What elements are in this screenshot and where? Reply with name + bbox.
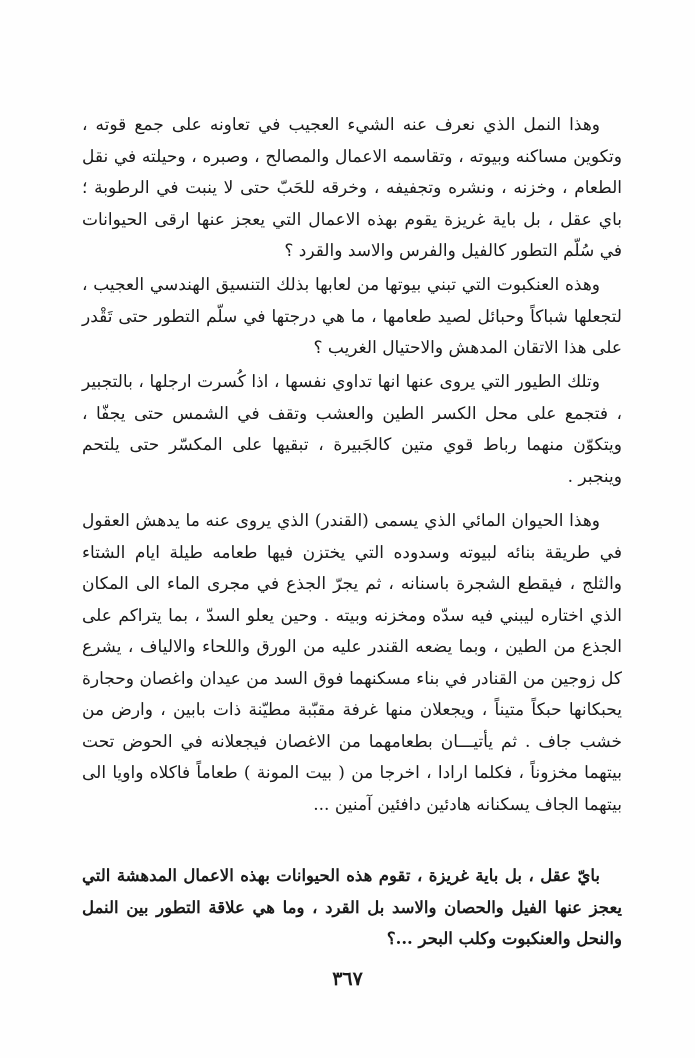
paragraph-ants: وهذا النمل الذي نعرف عنه الشيء العجيب في تعاونه على جمع قوته ، وتكوين مساكنه وبيوته ، وتقاسمه الاعمال والمصالح ، وصبره ، وحيلته في نقل الطعام ، وخزنه ، ونشره وتجفيفه ، وخرقه للحَبّ حتى لا ينبت في الرطوبة ؛ باي عقل ، بل باية غريزة يقوم بهذه الاعمال التي يعجز عنها ارقى الحيوانات في سُلّم التطور كالفيل والفرس والاسد والقرد ؟ bbox=[82, 115, 622, 261]
paragraph-spider: وهذه العنكبوت التي تبني بيوتها من لعابها بذلك التنسيق الهندسي العجيب ، لتجعلها شباكاً وحبائل لصيد طعامها ، ما هي درجتها في سلّم التطور حتى تَقْدر على هذا الاتقان المدهش والاحتيال الغريب ؟ bbox=[82, 275, 622, 358]
paragraph-birds: وتلك الطيور التي يروى عنها انها تداوي نفسها ، اذا كُسرت ارجلها ، بالتجبير ، فتجمع على محل الكسر الطين والعشب وتقف في الشمس حتى يجفّا ، ويتكوّن منهما رباط قوي متين كالجَبيرة ، تبقيها على المكسّر حتى يلتحم وينجبر . bbox=[82, 372, 622, 487]
page-number: ٣٦٧ bbox=[332, 968, 363, 990]
paragraph-question: بايّ عقل ، بل باية غريزة ، تقوم هذه الحيوانات بهذه الاعمال المدهشة التي يعجز عنها الفيل والحصان والاسد بل القرد ، وما هي علاقة التطور بين النمل والنحل والعنكبوت وكلب البحر ...؟ bbox=[82, 866, 622, 948]
paragraph-beaver: وهذا الحيوان المائي الذي يسمى (القندر) الذي يروى عنه ما يدهش العقول في طريقة بنائه لبيوته وسدوده التي يختزن فيها طعامه طيلة ايام الشتاء والثلج ، فيقطع الشجرة باسنانه ، ثم يجرّ الجذع في مجرى الماء الى المكان الذي اختاره ليبني فيه سدّه ومخزنه وبيته . وحين يعلو السدّ ، بما يتراكم على الجذع من الطين ، وبما يضعه القندر عليه من الورق واللحاء والالياف ، يشرع كل زوجين من القنادر في بناء مسكنهما فوق السد من عيدان واغصان وحجارة يحبكانها حبكاً متيناً ، ويجعلان منها غرفة مقبّبة مطيّنة ذات بابين ، وارض من خشب جاف . ثم يأتيـــان بطعامهما من الاغصان فيجعلانه في الحوض تحت بيتهما مخزوناً ، فكلما ارادا ، اخرجا من ( بيت المونة ) طعاماً فاكلاه واويا الى بيتهما الجاف يسكنانه هادئين دافئين آمنين ... bbox=[82, 511, 622, 815]
